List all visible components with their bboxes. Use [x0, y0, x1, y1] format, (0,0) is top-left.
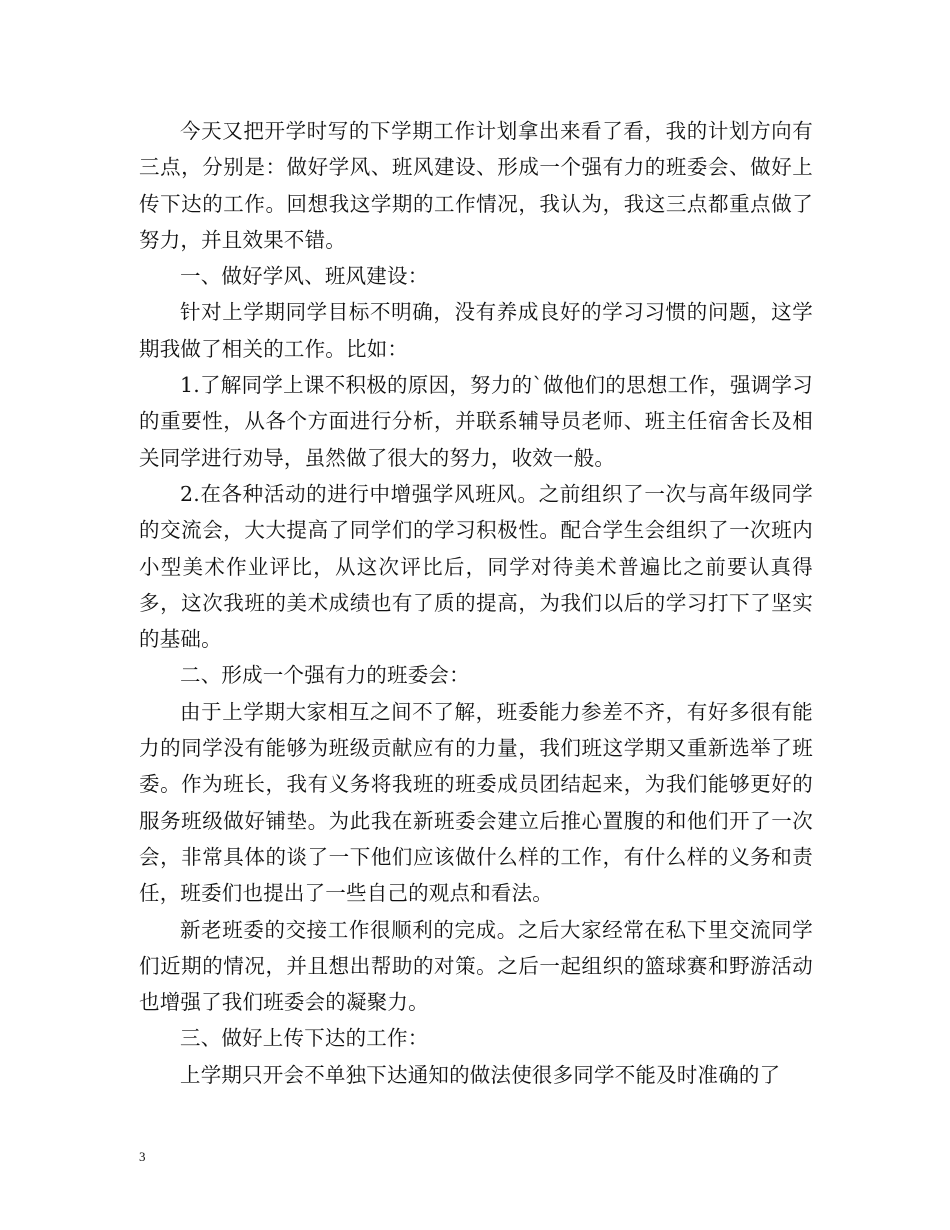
page-number: 3 — [139, 1149, 146, 1164]
paragraph-handover: 新老班委的交接工作很顺利的完成。之后大家经常在私下里交流同学们近期的情况，并且想出帮助的对策。之后一起组织的篮球赛和野游活动也增强了我们班委会的凝聚力。 — [139, 917, 813, 1015]
paragraph-communication: 上学期只开会不单独下达通知的做法使很多同学不能及时准确的了 — [180, 1062, 781, 1087]
paragraph-item-1: 1.了解同学上课不积极的原因，努力的`做他们的思想工作，强调学习的重要性，从各个方面进行分析，并联系辅导员老师、班主任宿舍长及相关同学进行劝导，虽然做了很大的努力，收效一般。 — [139, 373, 813, 470]
paragraph-committee: 由于上学期大家相互之间不了解，班委能力参差不齐，有好多很有能力的同学没有能够为班级贡献应有的力量，我们班这学期又重新选举了班委。作为班长，我有义务将我班的班委成员团结起来，为我们能够更好的服务班级做好铺垫。为此我在新班委会建立后推心置腹的和他们开了一次会，非常具体的谈了一下他们应该做什么样的工作，有什么样的义务和责任，班委们也提出了一些自己的观点和看法。 — [139, 699, 813, 906]
paragraph-item-2: 2.在各种活动的进行中增强学风班风。之前组织了一次与高年级同学的交流会，大大提高了同学们的学习积极性。配合学生会组织了一次班内小型美术作业评比，从这次评比后，同学对待美术普遍比之前要认真得多，这次我班的美术成绩也有了质的提高，为我们以后的学习打下了坚实的基础。 — [139, 481, 813, 652]
section-heading-3: 三、做好上传下达的工作： — [180, 1026, 429, 1051]
paragraph-study-goals: 针对上学期同学目标不明确，没有养成良好的学习习惯的问题，这学期我做了相关的工作。比如： — [139, 300, 813, 361]
document-body — [139, 113, 813, 1093]
section-heading-2: 二、形成一个强有力的班委会： — [180, 663, 470, 688]
paragraph-intro: 今天又把开学时写的下学期工作计划拿出来看了看，我的计划方向有三点，分别是：做好学风、班风建设、形成一个强有力的班委会、做好上传下达的工作。回想我这学期的工作情况，我认为，我这三点都重点做了努力，并且效果不错。 — [139, 119, 813, 252]
section-heading-1: 一、做好学风、班风建设： — [180, 264, 429, 289]
